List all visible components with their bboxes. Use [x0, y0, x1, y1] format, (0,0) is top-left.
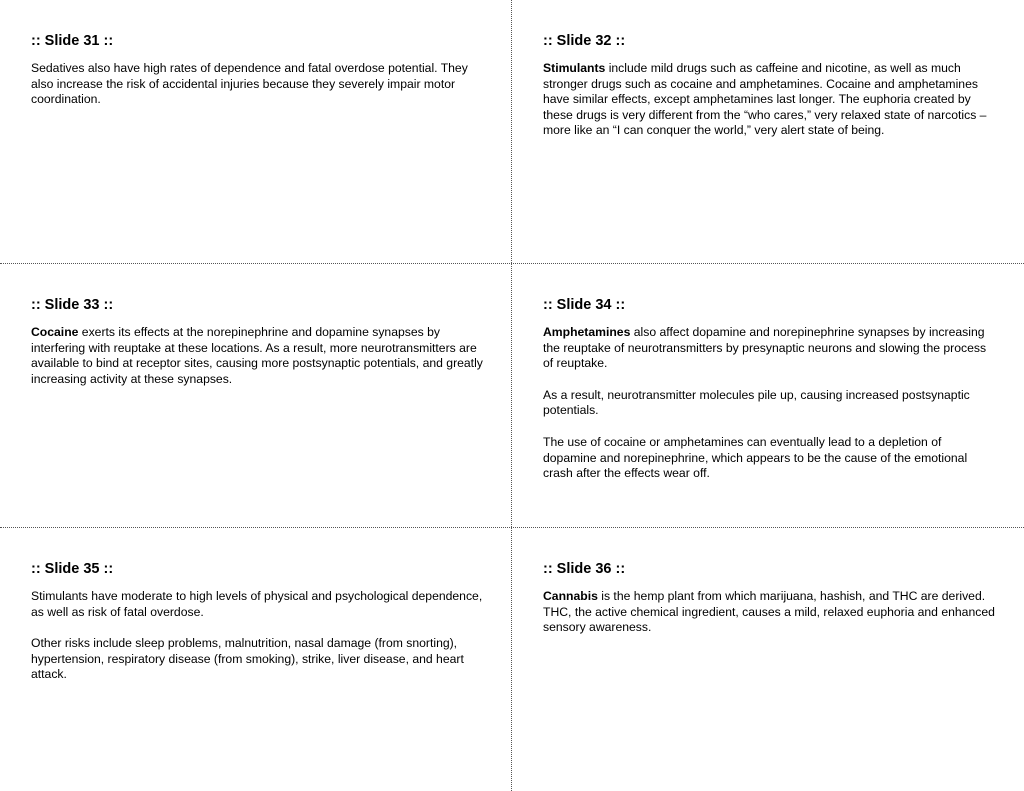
- note-text: Sedatives also have high rates of dependence and fatal overdose potential. They also increase the risk of accidental injuries because they severely impair motor coordination.: [31, 61, 468, 107]
- note-text: include mild drugs such as caffeine and nicotine, as well as much stronger drugs such as cocaine and amphetamines. Cocaine and amphetamines have similar effects, except amphetamines last longer. The euphoria created by these drugs is very different from the “who cares,” very relaxed state of narcotics – more like an “I can conquer the world,” very alert state of being.: [543, 61, 987, 138]
- bold-term: Cannabis: [543, 589, 598, 603]
- note-paragraph: [543, 325, 995, 372]
- slide-title: :: Slide 36 ::: [543, 561, 626, 577]
- horizontal-cut-line-top: [0, 263, 1024, 264]
- slide-title: :: Slide 31 ::: [31, 33, 114, 49]
- vertical-cut-line: [511, 0, 512, 791]
- note-text: is the hemp plant from which marijuana, hashish, and THC are derived. THC, the active chemical ingredient, causes a mild, relaxed euphoria and enhanced sensory awareness.: [543, 589, 995, 635]
- note-text: Stimulants have moderate to high levels of physical and psychological dependence, as well as risk of fatal overdose.: [31, 589, 483, 619]
- note-paragraph: [31, 589, 483, 620]
- note-text: Other risks include sleep problems, malnutrition, nasal damage (from snorting), hypertension, respiratory disease (from smoking), strike, liver disease, and heart attack.: [31, 636, 464, 682]
- slide-title: :: Slide 34 ::: [543, 297, 626, 313]
- note-paragraph: [31, 325, 483, 387]
- note-text: also affect dopamine and norepinephrine synapses by increasing the reuptake of neurotransmitters by presynaptic neurons and slowing the process of reuptake.: [543, 325, 987, 371]
- note-text: The use of cocaine or amphetamines can eventually lead to a depletion of dopamine and norepinephrine, which appears to be the cause of the emotional crash after the effects wear off.: [543, 434, 968, 481]
- bold-term: Stimulants: [543, 61, 606, 75]
- note-text: exerts its effects at the norepinephrine and dopamine synapses by interfering with reuptake at these locations. As a result, more neurotransmitters are available to bind at receptor sites, causing more postsynaptic potentials, and greatly increasing activity at these synapses.: [31, 325, 483, 386]
- slide-note-34: [543, 296, 995, 482]
- horizontal-cut-line-bottom: [0, 527, 1024, 528]
- note-text: As a result, neurotransmitter molecules pile up, causing increased postsynaptic potentials.: [543, 387, 970, 418]
- note-paragraph: [31, 636, 483, 683]
- slide-note-32: [543, 32, 995, 139]
- slide-note-31: [31, 32, 483, 108]
- note-paragraph: [31, 61, 483, 108]
- note-paragraph: [543, 388, 995, 419]
- note-paragraph: [543, 61, 995, 139]
- note-paragraph: [543, 589, 995, 636]
- slide-note-36: [543, 560, 995, 636]
- slide-title: :: Slide 35 ::: [31, 561, 114, 577]
- slide-note-33: [31, 296, 483, 387]
- bold-term: Cocaine: [31, 325, 79, 339]
- slide-note-35: [31, 560, 483, 683]
- slide-title: :: Slide 33 ::: [31, 297, 114, 313]
- note-paragraph: [543, 435, 995, 482]
- bold-term: Amphetamines: [543, 325, 631, 339]
- slide-title: :: Slide 32 ::: [543, 33, 626, 49]
